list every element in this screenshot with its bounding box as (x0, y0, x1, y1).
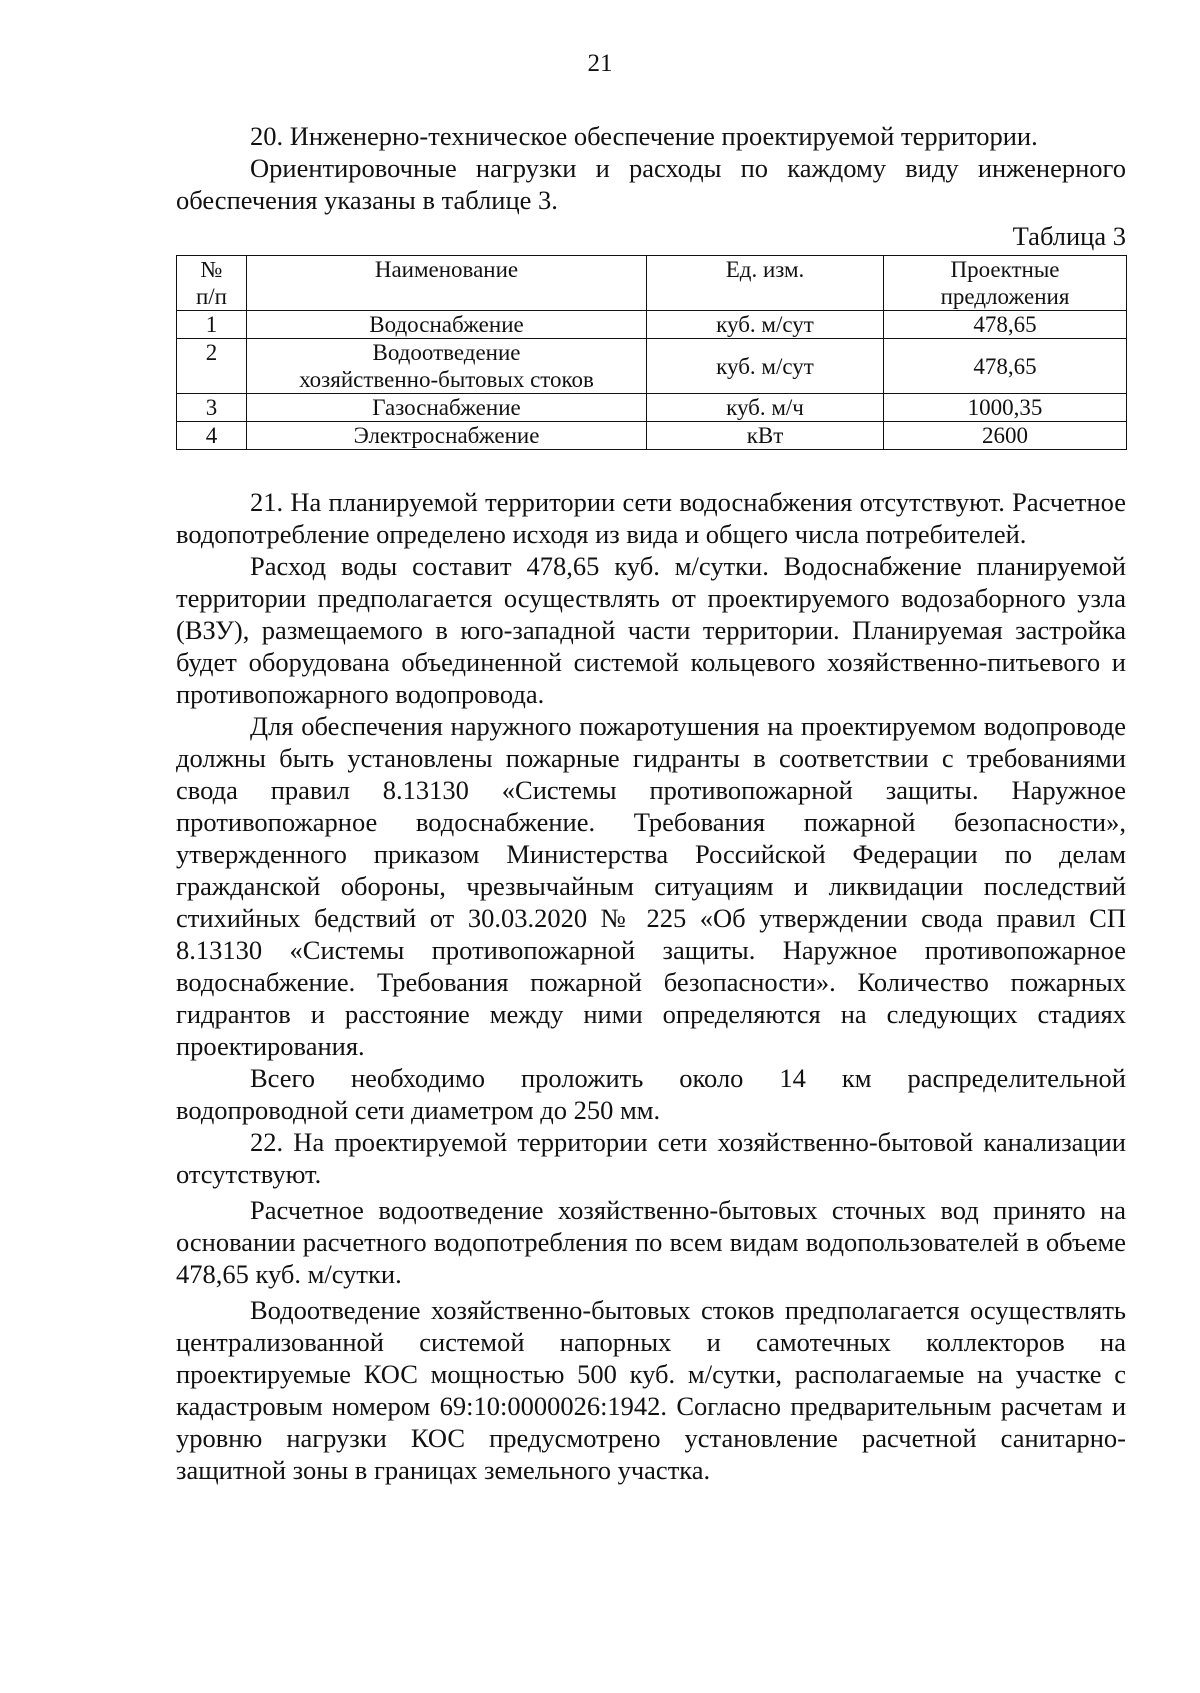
cell-value: 478,65 (884, 311, 1127, 339)
table-header-row (177, 256, 1127, 311)
paragraph-22-intro: 22. На проектируемой территории сети хозяйственно-бытовой канализации отсутствуют. (176, 1127, 1126, 1189)
cell-num: 1 (177, 311, 247, 339)
cell-name (247, 339, 647, 394)
header-num-line2: п/п (195, 284, 227, 309)
cell-unit: куб. м/сут (647, 311, 884, 339)
header-num-line1: № (200, 257, 223, 282)
document-body (176, 120, 1126, 1486)
cell-unit: куб. м/сут (647, 339, 884, 394)
table-row (177, 394, 1127, 422)
paragraph-wastewater-system: Водоотведение хозяйственно-бытовых стоков предполагается осуществлять централизованной системой напорных и самотечных коллекторов на проектируемые КОС мощностью 500 куб. м/сутки, располагаемые на участке с кадастровым номером 69:10:0000026:1942. Согласно предварительным расчетам и уровню нагрузки КОС предусмотрено установление расчетной санитарно-защитной зоны в границах земельного участка. (176, 1295, 1126, 1485)
cell-name: Газоснабжение (247, 394, 647, 422)
cell-value: 2600 (884, 422, 1127, 450)
table-row (177, 311, 1127, 339)
paragraph-water-consumption: Расход воды составит 478,65 куб. м/сутки. Водоснабжение планируемой территории предполагается осуществлять от проектируемого водозаборного узла (ВЗУ), размещаемого в юго-западной части территории. Планируемая застройка будет оборудована объединенной системой кольцевого хозяйственно-питьевого и противопожарного водопровода. (176, 551, 1126, 709)
cell-num: 2 (177, 339, 247, 394)
cell-num: 4 (177, 422, 247, 450)
table-row (177, 422, 1127, 450)
header-value (884, 256, 1127, 311)
header-name: Наименование (247, 256, 647, 311)
page-number: 21 (587, 50, 613, 77)
cell-name: Электроснабжение (247, 422, 647, 450)
cell-unit: кВт (647, 422, 884, 450)
header-unit: Ед. изм. (647, 256, 884, 311)
cell-value: 1000,35 (884, 394, 1127, 422)
paragraph-wastewater-volume: Расчетное водоотведение хозяйственно-бытовых сточных вод принято на основании расчетного водопотребления по всем видам водопользователей в объеме 478,65 куб. м/сутки. (176, 1195, 1126, 1289)
paragraph-fire-hydrants: Для обеспечения наружного пожаротушения на проектируемом водопроводе должны быть установлены пожарные гидранты в соответствии с требованиями свода правил 8.13130 «Системы противопожарной защиты. Наружное противопожарное водоснабжение. Требования пожарной безопасности», утвержденного приказом Министерства Российской Федерации по делам гражданской обороны, чрезвычайным ситуациям и ликвидации последствий стихийных бедствий от 30.03.2020 № 225 «Об утверждении свода правил СП 8.13130 «Системы противопожарной защиты. Наружное противопожарное водоснабжение. Требования пожарной безопасности». Количество пожарных гидрантов и расстояние между ними определяются на следующих стадиях проектирования. (176, 711, 1126, 1061)
header-num (177, 256, 247, 311)
section-20-heading: 20. Инженерно-техническое обеспечение проектируемой территории. (250, 121, 1038, 151)
cell-num: 3 (177, 394, 247, 422)
table-row (177, 339, 1127, 394)
paragraph-network-length: Всего необходимо проложить около 14 км распределительной водопроводной сети диаметром до 250 мм. (176, 1063, 1126, 1125)
cell-name: Водоснабжение (247, 311, 647, 339)
cell-name-line2: хозяйственно-бытовых стоков (299, 367, 594, 392)
table-caption: Таблица 3 (1012, 221, 1126, 251)
section-20-intro: Ориентировочные нагрузки и расходы по каждому виду инженерного обеспечения указаны в таблице 3. (176, 153, 1126, 215)
cell-value: 478,65 (884, 339, 1127, 394)
cell-name-line1: Водоотведение (372, 340, 521, 365)
header-value-line2: предложения (940, 284, 1070, 309)
engineering-loads-table (176, 255, 1127, 450)
cell-unit: куб. м/ч (647, 394, 884, 422)
header-value-line1: Проектные (950, 257, 1060, 282)
paragraph-21-intro: 21. На планируемой территории сети водоснабжения отсутствуют. Расчетное водопотребление определено исходя из вида и общего числа потребителей. (176, 487, 1126, 549)
